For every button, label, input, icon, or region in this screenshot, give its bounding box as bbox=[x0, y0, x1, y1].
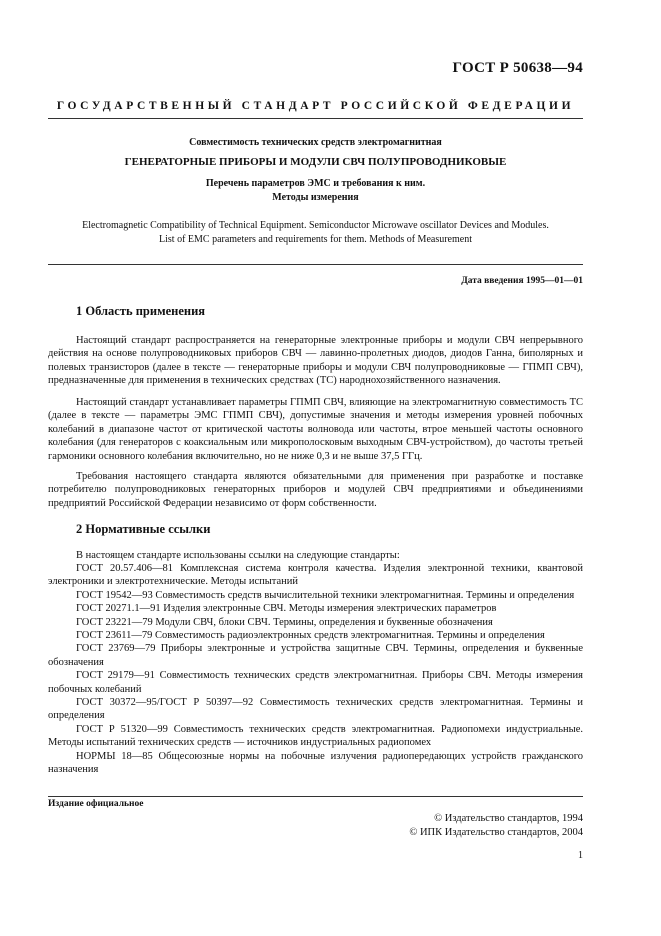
document-subtitle-2 bbox=[48, 177, 583, 205]
reference-item: ГОСТ 30372—95/ГОСТ Р 50397—92 Совместимость технических средств электромагнитная. Термины и определения bbox=[48, 697, 583, 722]
reference-item: ГОСТ Р 51320—99 Совместимость технических средств электромагнитная. Радиопомехи индустриальные. Методы испытаний технических средств — источников индустриальных радиопомех bbox=[48, 723, 583, 749]
english-title-line-2: List of EMC parameters and requirements for them. Methods of Measurement bbox=[159, 234, 472, 245]
reference-item: НОРМЫ 18—85 Общесоюзные нормы на побочные излучения радиопередающих устройств гражданского назначения bbox=[48, 750, 583, 776]
document-subtitle: Совместимость технических средств электромагнитная bbox=[189, 137, 442, 148]
subtitle-2-line-2: Методы измерения bbox=[272, 192, 359, 203]
subtitle-2-line-1: Перечень параметров ЭМС и требования к ним. bbox=[205, 178, 426, 189]
reference-item: ГОСТ 23221—79 Модули СВЧ, блоки СВЧ. Термины, определения и буквенные обозначения bbox=[76, 616, 493, 628]
section-2-heading: 2 Нормативные ссылки bbox=[76, 522, 211, 536]
document-title: ГЕНЕРАТОРНЫЕ ПРИБОРЫ И МОДУЛИ СВЧ ПОЛУПРОВОДНИКОВЫЕ bbox=[124, 156, 507, 168]
english-title-line-1: Electromagnetic Compatibility of Technical Equipment. Semiconductor Microwave oscillator Devices and Modules. bbox=[82, 220, 549, 231]
reference-item: ГОСТ 20.57.406—81 Комплексная система контроля качества. Изделия электронной техники, квантовой электроники и электротехнические. Методы испытаний bbox=[48, 563, 583, 588]
reference-item: ГОСТ 29179—91 Совместимость технических средств электромагнитная. Приборы СВЧ. Методы измерения побочных колебаний bbox=[48, 670, 583, 695]
english-title bbox=[48, 219, 583, 247]
page-number: 1 bbox=[578, 850, 583, 861]
reference-item: ГОСТ 20271.1—91 Изделия электронные СВЧ. Методы измерения электрических параметров bbox=[76, 603, 497, 615]
reference-item: ГОСТ 23769—79 Приборы электронные и устройства защитные СВЧ. Термины, определения и буквенные обозначения bbox=[48, 643, 583, 668]
section-1-paragraph: Настоящий стандарт устанавливает параметры ГПМП СВЧ, влияющие на электромагнитную совместимость ТС (далее в тексте — параметры ЭМС ГПМП СВЧ), допустимые значения и методы измерения уровней побочных колебаний в диапазоне частот от критической частоты волновода или частоты, втрое меньшей частоты основного колебания (для генераторов с коаксиальным или микрополосковым выходным СВЧ-устройством), до частоты третьей гармоники основного колебания включительно, но не ниже 0,3 и не выше 37,5 ГГц. bbox=[48, 397, 583, 462]
section-1-paragraph: Настоящий стандарт распространяется на генераторные электронные приборы и модули СВЧ непрерывного действия на основе полупроводниковых приборов СВЧ — лавинно-пролетных диодов, диодов Ганна, биполярных и полевых транзисторов (далее в тексте — генераторные приборы и модули СВЧ полупроводниковые — ГПМП СВЧ), предназначенные для применения в технических средствах (ТС) народнохозяйственного назначения. bbox=[48, 335, 583, 387]
section-1-paragraph: Требования настоящего стандарта являются обязательными для применения при разработке и поставке потребителю полупроводниковых генераторных приборов и модулей СВЧ предприятиями и объединениями предприятий Российской Федерации независимо от форм собственности. bbox=[48, 471, 583, 509]
official-edition-label: Издание официальное bbox=[48, 799, 144, 809]
introduction-date: Дата введения 1995—01—01 bbox=[461, 276, 583, 286]
reference-item: ГОСТ 23611—79 Совместимость радиоэлектронных средств электромагнитная. Термины и определения bbox=[76, 630, 545, 642]
title-divider bbox=[48, 264, 583, 265]
normative-references-list bbox=[48, 562, 583, 777]
section-2-intro: В настоящем стандарте использованы ссылки на следующие стандарты: bbox=[76, 550, 400, 561]
header-divider bbox=[48, 118, 583, 119]
section-1-heading: 1 Область применения bbox=[76, 304, 206, 318]
footer-divider bbox=[48, 796, 583, 797]
government-standard-title: ГОСУДАРСТВЕННЫЙ СТАНДАРТ РОССИЙСКОЙ ФЕДЕРАЦИИ bbox=[56, 100, 575, 112]
copyright-line: © Издательство стандартов, 1994 bbox=[434, 813, 583, 824]
copyright-line: © ИПК Издательство стандартов, 2004 bbox=[409, 827, 583, 838]
document-number: ГОСТ Р 50638—94 bbox=[452, 60, 583, 76]
reference-item: ГОСТ 19542—93 Совместимость средств вычислительной техники электромагнитная. Термины и определения bbox=[76, 589, 575, 601]
